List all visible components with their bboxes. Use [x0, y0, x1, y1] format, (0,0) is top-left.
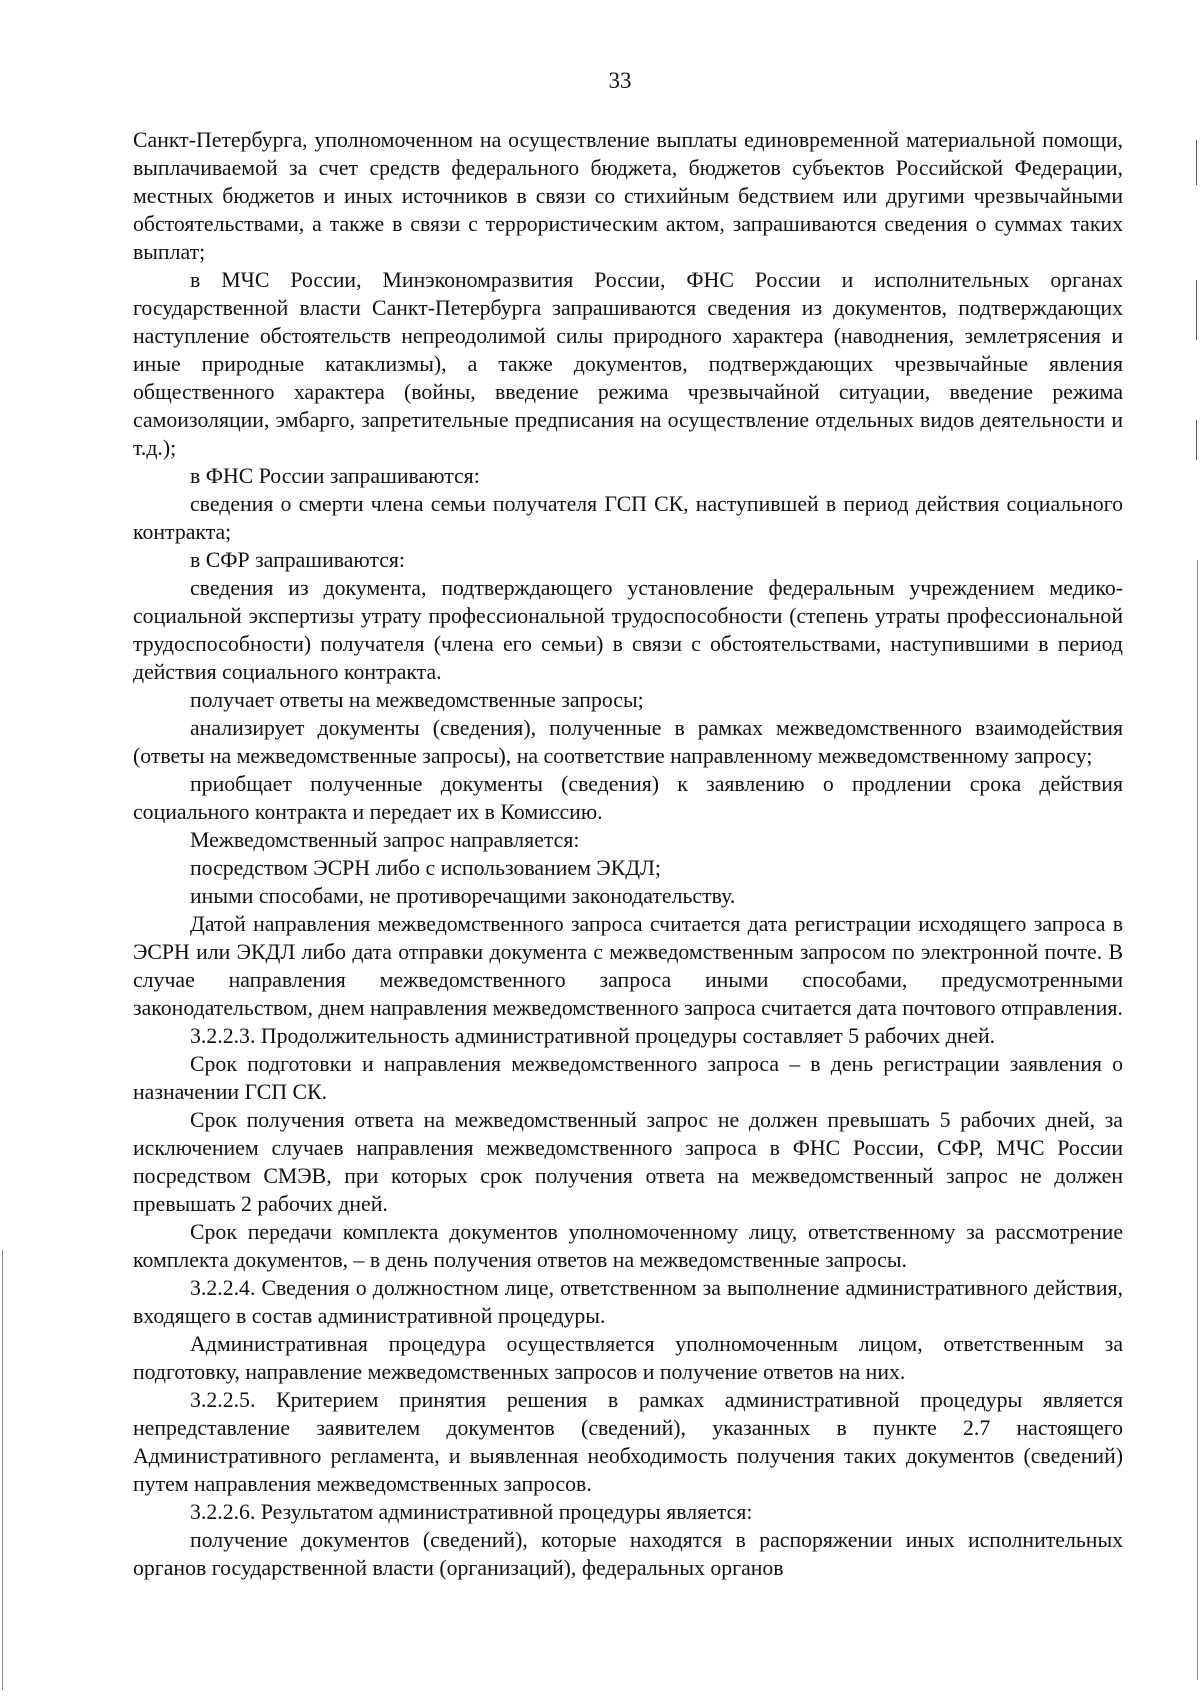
paragraph-other-methods: иными способами, не противоречащими законодательству.: [190, 884, 736, 908]
paragraph-fns-death-info: сведения о смерти члена семьи получателя ГСП СК, наступившей в период действия социального контракта;: [133, 492, 1123, 544]
scan-edge-mark: [1196, 420, 1197, 460]
paragraph-receives-answers: получает ответы на межведомственные запросы;: [190, 688, 644, 712]
paragraph-transfer-term: Срок передачи комплекта документов уполномоченному лицу, ответственному за рассмотрение комплекта документов, – в день получения ответов на межведомственные запросы.: [133, 1220, 1123, 1272]
scan-edge-mark: [1196, 140, 1197, 185]
paragraph-analyzes-documents: анализирует документы (сведения), полученные в рамках межведомственного взаимодействия (ответы на межведомственные запросы), на соответствие направленному межведомственному запросу;: [133, 716, 1123, 768]
scan-edge-mark: [1197, 560, 1198, 1680]
paragraph-response-term: Срок получения ответа на межведомственный запрос не должен превышать 5 рабочих дней, за исключением случаев направления межведомственного запроса в ФНС России, СФР, МЧС России посредством СМЭВ, при которых срок получения ответа на межведомственный запрос не должен превышать 2 рабочих дней.: [133, 1108, 1123, 1216]
paragraph-continuation: Санкт-Петербурга, уполномоченном на осуществление выплаты единовременной материальной помощи, выплачиваемой за счет средств федерального бюджета, бюджетов субъектов Российской Федерации, местных бюджетов и иных источников в связи со стихийным бедствием или другими чрезвычайными обстоятельствами, а также в связи с террористическим актом, запрашиваются сведения о суммах таких выплат;: [133, 128, 1123, 264]
paragraph-via-esrn: посредством ЭСРН либо с использованием ЭКДЛ;: [190, 856, 661, 880]
scan-edge-mark: [2, 1250, 3, 1690]
paragraph-sfr-heading: в СФР запрашиваются:: [190, 548, 405, 572]
paragraph-attaches-documents: приобщает полученные документы (сведения) к заявлению о продлении срока действия социального контракта и передает их в Комиссию.: [133, 772, 1123, 824]
paragraph-request-date: Датой направления межведомственного запроса считается дата регистрации исходящего запроса в ЭСРН или ЭКДЛ либо дата отправки документа с межведомственным запросом по электронной почте. В случае направления межведомственного запроса иными способами, предусмотренными законодательством, днем направления межведомственного запроса считается дата почтового отправления.: [133, 912, 1123, 1020]
paragraph-section-3-2-2-6: 3.2.2.6. Результатом административной процедуры является:: [190, 1500, 753, 1524]
page-number: 33: [608, 68, 632, 93]
paragraph-responsible-person: Административная процедура осуществляется уполномоченным лицом, ответственным за подготовку, направление межведомственных запросов и получение ответов на них.: [133, 1332, 1123, 1384]
paragraph-preparation-term: Срок подготовки и направления межведомственного запроса – в день регистрации заявления о назначении ГСП СК.: [133, 1052, 1123, 1104]
paragraph-sfr-disability-info: сведения из документа, подтверждающего установление федеральным учреждением медико-социальной экспертизы утрату профессиональной трудоспособности (степень утраты профессиональной трудоспособности) получателя (члена его семьи) в связи с обстоятельствами, наступившими в период действия социального контракта.: [133, 576, 1123, 684]
paragraph-mchs-request: в МЧС России, Минэкономразвития России, ФНС России и исполнительных органах государственной власти Санкт-Петербурга запрашиваются сведения из документов, подтверждающих наступление обстоятельств непреодолимой силы природного характера (наводнения, землетрясения и иные природные катаклизмы), а также документов, подтверждающих чрезвычайные явления общественного характера (войны, введение режима чрезвычайной ситуации, введение режима самоизоляции, эмбарго, запретительные предписания на осуществление отдельных видов деятельности и т.д.);: [133, 268, 1123, 460]
paragraph-section-3-2-2-3: 3.2.2.3. Продолжительность административной процедуры составляет 5 рабочих дней.: [190, 1024, 996, 1048]
paragraph-section-3-2-2-4: 3.2.2.4. Сведения о должностном лице, ответственном за выполнение административного действия, входящего в состав административной процедуры.: [133, 1276, 1123, 1328]
paragraph-result-documents: получение документов (сведений), которые находятся в распоряжении иных исполнительных органов государственной власти (организаций), федеральных органов: [133, 1528, 1123, 1580]
paragraph-fns-heading: в ФНС России запрашиваются:: [190, 464, 480, 488]
scan-edge-mark: [1196, 280, 1197, 340]
document-body: [133, 126, 1123, 1582]
paragraph-section-3-2-2-5: 3.2.2.5. Критерием принятия решения в рамках административной процедуры является непредставление заявителем документов (сведений), указанных в пункте 2.7 настоящего Административного регламента, и выявленная необходимость получения таких документов (сведений) путем направления межведомственных запросов.: [133, 1388, 1123, 1496]
paragraph-request-sent-by: Межведомственный запрос направляется:: [190, 828, 580, 852]
